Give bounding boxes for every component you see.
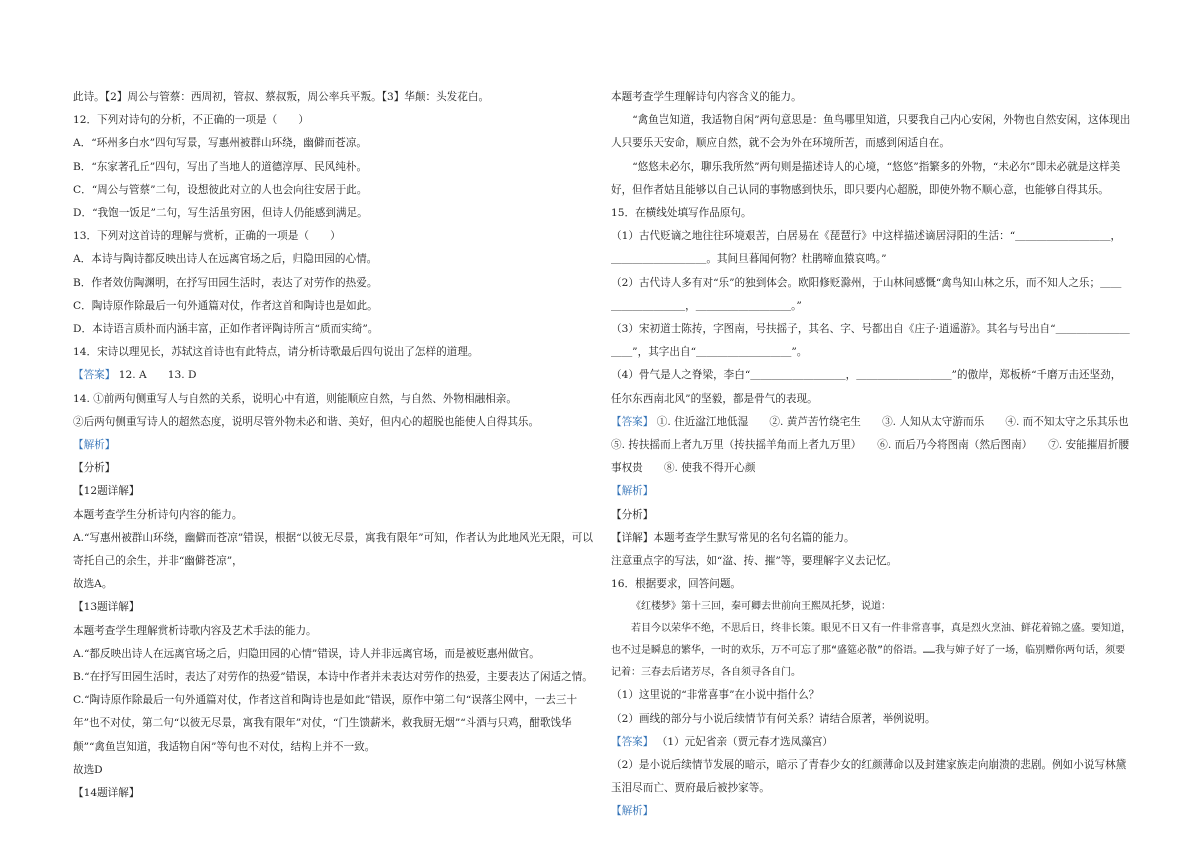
analysis-tag-16: 【解析】 xyxy=(611,805,654,818)
answer-16 xyxy=(611,731,1131,754)
answer-line xyxy=(73,364,593,387)
question-16-2: （2）画线的部分与小说后续情节有何关系？请结合原著，举例说明。 xyxy=(611,712,936,725)
option-12b: B．“东家著孔丘”四句，写出了当地人的道德淳厚、民风纯朴。 xyxy=(73,160,368,173)
option-12d: D．“我饱一饭足”二句，写生活虽穷困，但诗人仍能感到满足。 xyxy=(73,207,368,220)
option-13b: B．作者效仿陶渊明，在抒写田园生活时，表达了对劳作的热爱。 xyxy=(73,276,378,289)
question-16-1: （1）这里说的“非常喜事”在小说中指什么？ xyxy=(611,689,820,702)
analysis-heading: 【分析】 xyxy=(73,462,116,475)
answer-tag: 【答案】 xyxy=(73,369,116,382)
q13-detail-intro: 本题考查学生理解赏析诗歌内容及艺术手法的能力。 xyxy=(73,624,317,637)
q13-detail-a: A.“都反映出诗人在远离官场之后，归隐田园的心情”错误，诗人并非远离官场，而是被贬惠州做官。 xyxy=(73,647,540,660)
q14-detail-heading: 【14题详解】 xyxy=(73,787,140,800)
r-explain-1: “禽鱼岂知道，我适物自闲”两句意思是：鱼鸟哪里知道，只要我自己内心安闲，外物也自然安闲，这体现出人只要乐天安命，顺应自然，就不会为外在环境所苦，而感到闲适自在。 xyxy=(611,114,1131,150)
q12-detail-heading: 【12题详解】 xyxy=(73,485,140,498)
q12-detail-intro: 本题考查学生分析诗句内容的能力。 xyxy=(73,508,243,521)
excerpt-text: 若目今以荣华不绝，不思后日，终非长策。眼见不日又有一件非常喜事，真是烈火烹油、鲜花着锦之盛。要知道，也不过是瞬息的繁华，一时的欢乐，万不可忘了那“盛筵必散”的俗语。……我与婶子好了一场，临别赠你两句话，须要记着：三春去后诸芳尽，各自须寻各自门。 xyxy=(611,623,1131,679)
answer-12-13: 12. A 13. D xyxy=(118,369,197,382)
excerpt-intro: 《红楼梦》第十三回，秦可卿去世前向王熙凤托梦，说道： xyxy=(631,601,891,613)
q13-detail-b: B.“在抒写田园生活时，表达了对劳作的热爱”错误，本诗中作者并未表达对劳作的热爱，主要表达了闲适之情。 xyxy=(73,671,593,684)
analysis-tag: 【解析】 xyxy=(73,439,116,452)
question-12: 12．下列对诗句的分析，不正确的一项是（ ） xyxy=(73,114,309,127)
option-12c: C．“周公与管蔡”二句，设想彼此对立的人也会向往安居于此。 xyxy=(73,183,368,196)
question-16: 16．根据要求，回答问题。 xyxy=(611,578,742,591)
option-12a: A．“环州多白水”四句写景，写惠州被群山环绕，幽僻而苍凉。 xyxy=(73,137,367,150)
answer-15 xyxy=(611,411,1150,481)
answer-14-part1: 14. ①前两句侧重写人与自然的关系，说明心中有道，则能顺应自然，与自然、外物相融相亲。 xyxy=(73,392,517,405)
answer-tag-15: 【答案】 xyxy=(611,415,654,428)
answer-16-2: （2）是小说后续情节发展的暗示，暗示了青春少女的红颜薄命以及封建家族走向崩溃的悲剧。例如小说写林黛玉泪尽而亡、贾府最后被抄家等。 xyxy=(611,759,1127,795)
r-intro: 本题考查学生理解诗句内容含义的能力。 xyxy=(611,91,802,103)
question-15-4: （4）骨气是人之脊梁，李白“＿＿＿＿＿＿＿＿＿，＿＿＿＿＿＿＿＿＿”的傲岸，郑板桥“千磨万击还坚劲，任尔东西南北风”的坚毅，都是骨气的表现。 xyxy=(611,369,1122,405)
answer-16-1: （1）元妃省亲（贾元春才选凤藻宫） xyxy=(656,735,833,748)
question-15: 15．在横线处填写作品原句。 xyxy=(611,207,752,220)
option-13d: D．本诗语言质朴而内涵丰富，正如作者评陶诗所言“质而实绮”。 xyxy=(73,323,379,336)
answer-tag-16: 【答案】 xyxy=(611,735,654,748)
analysis-tag-15: 【解析】 xyxy=(611,485,654,498)
q13-choice: 故选D xyxy=(73,763,103,776)
q12-detail-a: A.“写惠州被群山环绕，幽僻而苍凉”错误，根据“以彼无尽景，寓我有限年”可知，作者认为此地风光无限，可以寄托自己的余生，并非“幽僻苍凉”， xyxy=(73,531,593,568)
right-column xyxy=(611,86,1150,824)
detail-15: 【详解】本题考查学生默写常见的名句名篇的能力。 xyxy=(611,531,855,544)
question-13: 13．下列对这首诗的理解与赏析，正确的一项是（ ） xyxy=(73,230,341,243)
question-15-3: （3）宋初道士陈抟，字图南，号扶摇子，其名、字、号都出自《庄子·逍遥游》。其名与号出自“＿＿＿＿＿＿＿＿＿”，其字出自“＿＿＿＿＿＿＿＿＿”。 xyxy=(611,323,1130,359)
note-line: 此诗。【2】周公与管蔡：西周初，管叔、蔡叔叛，周公率兵平叛。【3】华颠：头发花白。 xyxy=(73,91,490,103)
option-13c: C．陶诗原作除最后一句外通篇对仗，作者这首和陶诗也是如此。 xyxy=(73,299,378,312)
q13-detail-heading: 【13题详解】 xyxy=(73,601,140,614)
left-column xyxy=(73,86,593,805)
q13-detail-c: C.“陶诗原作除最后一句外通篇对仗，作者这首和陶诗也是如此”错误，原作中第二句“误落尘网中，一去三十年”也不对仗，第二句“以彼无尽景，寓我有限年”对仗，“门生馈薪米，救我厨无烟”“斗酒与只鸡，酣歌饯华颠”“禽鱼岂知道，我适物自闲”等句也不对仗，结构上并不一致。 xyxy=(73,694,578,753)
analysis-heading-15: 【分析】 xyxy=(611,508,654,521)
question-15-1: （1）古代贬谪之地往往环境艰苦，白居易在《琵琶行》中这样描述谪居浔阳的生活：“＿＿＿＿＿＿＿＿＿，＿＿＿＿＿＿＿＿＿。其间旦暮闻何物？杜鹃啼血猿哀鸣。” xyxy=(611,230,1122,266)
r-explain-2: “悠悠未必尔，聊乐我所然”两句则是描述诗人的心境，“悠悠”指繁多的外物，“未必尔”即未必就是这样美好，但作者姑且能够以自己认同的事物感到快乐，即只要内心超脱，即使外物不顺心意，也能够自得其乐。 xyxy=(611,160,1121,196)
answer-14-part2: ②后两句侧重写诗人的超然态度，说明尽管外物未必和谐、美好，但内心的超脱也能使人自得其乐。 xyxy=(73,415,540,428)
question-14: 14．宋诗以理见长，苏轼这首诗也有此特点，请分析诗歌最后四句说出了怎样的道理。 xyxy=(73,346,479,359)
answer-15-text: ①. 住近湓江地低湿 ②. 黄芦苦竹绕宅生 ③. 人知从太守游而乐 ④. 而不知太守之乐其乐也 ⑤. 抟扶摇而上者九万里（抟扶摇羊角而上者九万里） ⑥. 而后乃今将图南（然后图南） ⑦. 安能摧眉折腰事权贵 ⑧. 使我不得开心颜 xyxy=(611,415,1150,475)
question-15-2: （2）古代诗人多有对“乐”的独到体会。欧阳修贬滁州，于山林间感慨“禽鸟知山林之乐，而不知人之乐；＿＿＿＿＿＿＿＿＿，＿＿＿＿＿＿＿＿＿。” xyxy=(611,276,1122,312)
option-13a: A．本诗与陶诗都反映出诗人在远离官场之后，归隐田园的心情。 xyxy=(73,253,378,266)
detail-15-note: 注意重点字的写法，如“湓、抟、摧”等，要理解字义去记忆。 xyxy=(611,555,898,568)
q12-choice: 故选A。 xyxy=(73,578,113,591)
